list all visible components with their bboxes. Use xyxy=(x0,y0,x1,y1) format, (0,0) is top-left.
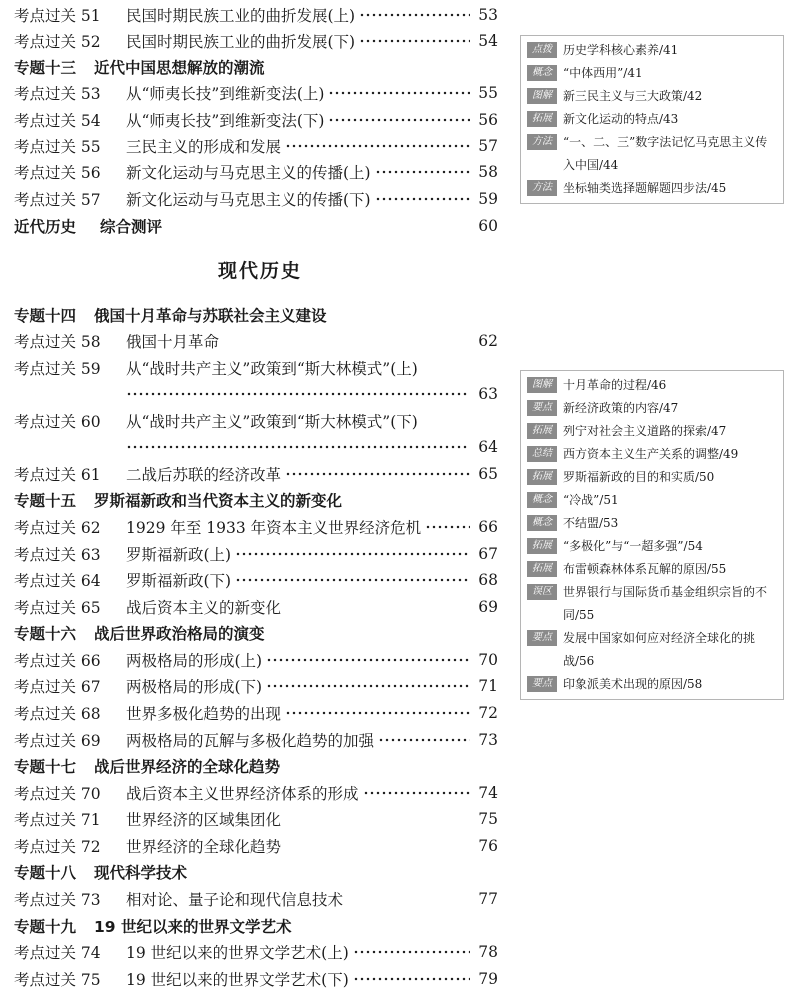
note-tag: 误区 xyxy=(527,584,557,600)
entry-title: 19 世纪以来的世界文学艺术(下) xyxy=(126,971,349,989)
note-text: 十月革命的过程/46 xyxy=(563,378,667,392)
section-number: 专题十六 xyxy=(14,625,77,643)
entry-title: 1929 年至 1933 年资本主义世界经济危机 xyxy=(126,519,422,537)
part-title: 现代历史 xyxy=(217,260,302,282)
dot-leader xyxy=(285,711,470,715)
entry-page: 75 xyxy=(478,810,498,828)
note-item xyxy=(527,627,777,673)
entry-title: 三民主义的形成和发展 xyxy=(126,138,282,156)
note-item xyxy=(527,581,777,627)
section-number: 专题十八 xyxy=(14,864,77,882)
note-item xyxy=(527,535,777,558)
dot-leader xyxy=(328,91,470,95)
toc-entry[interactable] xyxy=(14,594,498,620)
note-text: 新三民主义与三大政策/42 xyxy=(563,89,703,103)
entry-label: 考点过关 61 xyxy=(14,466,101,484)
entry-title: 从“战时共产主义”政策到“斯大林模式”(下) xyxy=(126,413,418,431)
dot-leader xyxy=(328,118,470,122)
note-text: 不结盟/53 xyxy=(563,516,619,530)
toc-entry[interactable] xyxy=(14,886,498,912)
entry-label: 考点过关 60 xyxy=(14,413,101,431)
entry-title: 俄国十月革命 xyxy=(126,333,220,351)
note-item xyxy=(527,62,777,85)
entry-label: 考点过关 62 xyxy=(14,519,101,537)
note-item xyxy=(527,39,777,62)
entry-label: 考点过关 68 xyxy=(14,705,101,723)
note-tag: 总结 xyxy=(527,446,557,462)
entry-title: 两极格局的形成(上) xyxy=(126,652,263,670)
entry-page: 65 xyxy=(478,465,498,483)
entry-page: 74 xyxy=(478,784,498,802)
entry-title: 世界经济的全球化趋势 xyxy=(126,838,282,856)
note-item xyxy=(527,673,777,696)
note-tag: 拓展 xyxy=(527,561,557,577)
entry-page: 63 xyxy=(478,385,498,403)
entry-page: 70 xyxy=(478,651,498,669)
dot-leader xyxy=(266,684,470,688)
note-text: 布雷顿森林体系瓦解的原因/55 xyxy=(563,562,727,576)
toc-entry[interactable] xyxy=(14,107,498,133)
note-item xyxy=(527,108,777,131)
note-item xyxy=(527,177,777,200)
dot-leader xyxy=(353,977,470,981)
note-text: “冷战”/51 xyxy=(563,493,619,507)
section-heading xyxy=(14,753,280,779)
entry-page: 55 xyxy=(478,84,498,102)
entry-title: 从“师夷长技”到维新变法(下) xyxy=(126,112,325,130)
note-tag: 点拨 xyxy=(527,42,557,58)
entry-page: 54 xyxy=(478,32,498,50)
note-tag: 方法 xyxy=(527,134,557,150)
note-tag: 概念 xyxy=(527,65,557,81)
section-title: 战后世界经济的全球化趋势 xyxy=(94,758,281,776)
entry-page: 72 xyxy=(478,704,498,722)
entry-label: 考点过关 53 xyxy=(14,85,101,103)
entry-title: 相对论、量子论和现代信息技术 xyxy=(126,891,344,909)
note-text: 世界银行与国际货币基金组织宗旨的不同/55 xyxy=(563,585,768,622)
toc-entry[interactable] xyxy=(14,328,498,354)
entry-title: 罗斯福新政(上) xyxy=(126,546,232,564)
toc-entry[interactable] xyxy=(14,939,498,965)
sidebar-notes-box xyxy=(520,35,784,204)
note-text: 历史学科核心素养/41 xyxy=(563,43,679,57)
dot-leader xyxy=(425,525,470,529)
entry-label: 考点过关 55 xyxy=(14,138,101,156)
note-tag: 拓展 xyxy=(527,111,557,127)
entry-title: 从“战时共产主义”政策到“斯大林模式”(上) xyxy=(126,360,418,378)
note-text: 新经济政策的内容/47 xyxy=(563,401,679,415)
dot-leader xyxy=(126,392,468,396)
toc-entry[interactable] xyxy=(14,833,498,859)
dot-leader xyxy=(235,578,470,582)
entry-label: 考点过关 73 xyxy=(14,891,101,909)
entry-page: 77 xyxy=(478,890,498,908)
entry-label: 考点过关 58 xyxy=(14,333,101,351)
entry-title: 罗斯福新政(下) xyxy=(126,572,232,590)
toc-entry[interactable] xyxy=(14,133,498,159)
toc-entry[interactable] xyxy=(14,28,498,54)
toc-entry[interactable] xyxy=(14,80,498,106)
section-number: 专题十四 xyxy=(14,307,77,325)
note-tag: 图解 xyxy=(527,377,557,393)
entry-label: 考点过关 75 xyxy=(14,971,101,989)
note-tag: 要点 xyxy=(527,400,557,416)
section-heading xyxy=(14,487,342,513)
entry-page: 71 xyxy=(478,677,498,695)
toc-entry[interactable] xyxy=(14,567,498,593)
toc-entry[interactable] xyxy=(14,780,498,806)
dot-leader xyxy=(359,13,470,17)
entry-label: 考点过关 65 xyxy=(14,599,101,617)
note-tag: 要点 xyxy=(527,630,557,646)
section-heading xyxy=(14,302,327,328)
toc-entry[interactable] xyxy=(14,159,498,185)
note-item xyxy=(527,374,777,397)
entry-page: 56 xyxy=(478,111,498,129)
toc-entry[interactable] xyxy=(14,806,498,832)
section-title: 罗斯福新政和当代资本主义的新变化 xyxy=(94,492,343,510)
entry-label: 考点过关 70 xyxy=(14,785,101,803)
note-text: 坐标轴类选择题解题四步法/45 xyxy=(563,181,727,195)
section-number: 专题十五 xyxy=(14,492,77,510)
toc-entry[interactable] xyxy=(14,186,498,212)
dot-leader xyxy=(235,552,470,556)
entry-page: 64 xyxy=(478,438,498,456)
dot-leader xyxy=(285,472,470,476)
entry-label: 考点过关 63 xyxy=(14,546,101,564)
entry-title: 民国时期民族工业的曲折发展(上) xyxy=(126,7,356,25)
entry-title: 两极格局的瓦解与多极化趋势的加强 xyxy=(126,732,375,750)
note-text: 罗斯福新政的目的和实质/50 xyxy=(563,470,715,484)
entry-label: 考点过关 59 xyxy=(14,360,101,378)
toc-entry[interactable] xyxy=(14,700,498,726)
toc-entry[interactable] xyxy=(14,461,498,487)
note-item xyxy=(527,466,777,489)
toc-entry[interactable] xyxy=(14,2,498,28)
entry-label: 考点过关 71 xyxy=(14,811,101,829)
toc-entry[interactable] xyxy=(14,966,498,992)
entry-title: 19 世纪以来的世界文学艺术(上) xyxy=(126,944,349,962)
entry-title: 战后资本主义的新变化 xyxy=(126,599,282,617)
entry-title: 新文化运动与马克思主义的传播(下) xyxy=(126,191,371,209)
entry-label: 考点过关 67 xyxy=(14,678,101,696)
section-title: 俄国十月革命与苏联社会主义建设 xyxy=(94,307,327,325)
note-item xyxy=(527,558,777,581)
dot-leader xyxy=(375,197,470,201)
entry-label: 考点过关 57 xyxy=(14,191,101,209)
section-title: 现代科学技术 xyxy=(94,864,188,882)
note-text: 西方资本主义生产关系的调整/49 xyxy=(563,447,739,461)
entry-label: 考点过关 66 xyxy=(14,652,101,670)
entry-page: 76 xyxy=(478,837,498,855)
toc-entry[interactable] xyxy=(14,727,498,753)
toc-entry[interactable] xyxy=(14,541,498,567)
toc-entry-wrapped[interactable] xyxy=(14,408,498,434)
entry-page: 58 xyxy=(478,163,498,181)
entry-label: 考点过关 56 xyxy=(14,164,101,182)
entry-label: 考点过关 52 xyxy=(14,33,101,51)
note-item xyxy=(527,420,777,443)
note-item xyxy=(527,489,777,512)
entry-page: 59 xyxy=(478,190,498,208)
review-page: 60 xyxy=(478,217,498,235)
entry-continuation xyxy=(126,434,498,460)
entry-page: 78 xyxy=(478,943,498,961)
note-text: 列宁对社会主义道路的探索/47 xyxy=(563,424,727,438)
entry-title: 世界多极化趋势的出现 xyxy=(126,705,282,723)
entry-label: 考点过关 74 xyxy=(14,944,101,962)
entry-title: 新文化运动与马克思主义的传播(上) xyxy=(126,164,371,182)
note-item xyxy=(527,397,777,420)
dot-leader xyxy=(375,170,470,174)
entry-title: 民国时期民族工业的曲折发展(下) xyxy=(126,33,356,51)
toc-entry[interactable] xyxy=(14,514,498,540)
entry-title: 世界经济的区域集团化 xyxy=(126,811,282,829)
note-item xyxy=(527,131,777,177)
entry-page: 66 xyxy=(478,518,498,536)
section-number: 专题十九 xyxy=(14,918,77,936)
dot-leader xyxy=(266,658,470,662)
note-text: “多极化”与“一超多强”/54 xyxy=(563,539,703,553)
section-heading xyxy=(14,913,291,939)
note-tag: 要点 xyxy=(527,676,557,692)
toc-entry[interactable] xyxy=(14,673,498,699)
note-tag: 拓展 xyxy=(527,423,557,439)
note-tag: 概念 xyxy=(527,492,557,508)
review-entry[interactable] xyxy=(14,213,498,239)
entry-page: 68 xyxy=(478,571,498,589)
section-title: 19 世纪以来的世界文学艺术 xyxy=(94,918,292,936)
entry-page: 67 xyxy=(478,545,498,563)
section-heading xyxy=(14,620,265,646)
note-text: 印象派美术出现的原因/58 xyxy=(563,677,703,691)
dot-leader xyxy=(285,144,470,148)
entry-title: 二战后苏联的经济改革 xyxy=(126,466,282,484)
note-item xyxy=(527,443,777,466)
entry-title: 两极格局的形成(下) xyxy=(126,678,263,696)
entry-title: 战后资本主义世界经济体系的形成 xyxy=(126,785,359,803)
note-item xyxy=(527,85,777,108)
note-tag: 拓展 xyxy=(527,538,557,554)
entry-page: 62 xyxy=(478,332,498,350)
section-title: 战后世界政治格局的演变 xyxy=(94,625,265,643)
section-title: 近代中国思想解放的潮流 xyxy=(94,59,265,77)
review-title: 综合测评 xyxy=(100,218,163,236)
dot-leader xyxy=(378,738,470,742)
toc-entry-wrapped[interactable] xyxy=(14,355,498,381)
note-item xyxy=(527,512,777,535)
section-number: 专题十七 xyxy=(14,758,77,776)
section-heading xyxy=(14,859,187,885)
note-text: “中体西用”/41 xyxy=(563,66,643,80)
entry-label: 考点过关 51 xyxy=(14,7,101,25)
note-tag: 概念 xyxy=(527,515,557,531)
section-heading xyxy=(14,54,265,80)
dot-leader xyxy=(359,39,470,43)
dot-leader xyxy=(126,445,468,449)
entry-label: 考点过关 64 xyxy=(14,572,101,590)
entry-title: 从“师夷长技”到维新变法(上) xyxy=(126,85,325,103)
entry-page: 57 xyxy=(478,137,498,155)
entry-page: 69 xyxy=(478,598,498,616)
note-tag: 图解 xyxy=(527,88,557,104)
dot-leader xyxy=(353,950,470,954)
note-text: “一、二、三”数字法记忆马克思主义传入中国/44 xyxy=(563,135,768,172)
section-number: 专题十三 xyxy=(14,59,77,77)
note-tag: 方法 xyxy=(527,180,557,196)
entry-label: 考点过关 54 xyxy=(14,112,101,130)
dot-leader xyxy=(363,791,470,795)
entry-label: 考点过关 72 xyxy=(14,838,101,856)
entry-page: 73 xyxy=(478,731,498,749)
toc-entry[interactable] xyxy=(14,647,498,673)
sidebar-notes-box xyxy=(520,370,784,700)
note-text: 新文化运动的特点/43 xyxy=(563,112,679,126)
entry-page: 79 xyxy=(478,970,498,988)
entry-continuation xyxy=(126,381,498,407)
review-label: 近代历史 xyxy=(14,218,77,236)
entry-label: 考点过关 69 xyxy=(14,732,101,750)
note-tag: 拓展 xyxy=(527,469,557,485)
entry-page: 53 xyxy=(478,6,498,24)
note-text: 发展中国家如何应对经济全球化的挑战/56 xyxy=(563,631,756,668)
